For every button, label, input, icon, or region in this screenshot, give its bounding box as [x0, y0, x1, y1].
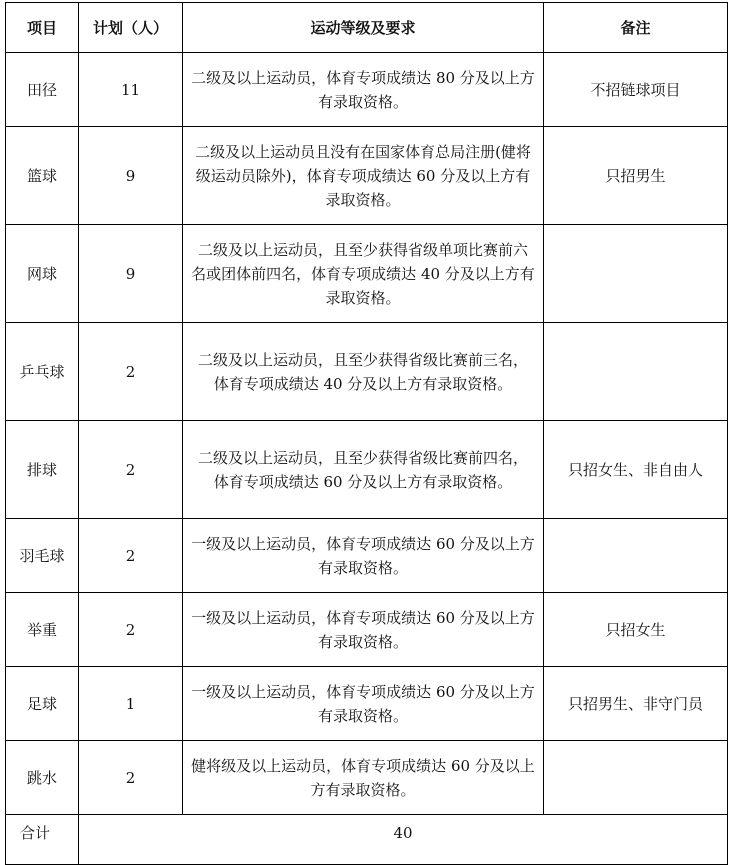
cell-project: 足球 — [6, 667, 79, 741]
cell-plan: 9 — [79, 127, 183, 225]
cell-requirement: 二级及以上运动员，且至少获得省级比赛前四名，体育专项成绩达 60 分及以上方有录取资格。 — [183, 421, 544, 519]
cell-remark: 只招女生、非自由人 — [544, 421, 728, 519]
cell-project: 篮球 — [6, 127, 79, 225]
table-row — [6, 593, 728, 667]
cell-project: 跳水 — [6, 741, 79, 815]
cell-project: 羽毛球 — [6, 519, 79, 593]
cell-plan: 11 — [79, 53, 183, 127]
table-header-row — [6, 3, 728, 53]
header-project: 项目 — [6, 3, 79, 53]
cell-remark: 只招男生 — [544, 127, 728, 225]
cell-requirement: 二级及以上运动员，且至少获得省级比赛前三名，体育专项成绩达 40 分及以上方有录取资格。 — [183, 323, 544, 421]
cell-remark — [544, 225, 728, 323]
table-row — [6, 127, 728, 225]
cell-project: 排球 — [6, 421, 79, 519]
table-row — [6, 741, 728, 815]
cell-plan: 2 — [79, 421, 183, 519]
cell-requirement: 二级及以上运动员且没有在国家体育总局注册(健将级运动员除外)，体育专项成绩达 60 分及以上方有录取资格。 — [183, 127, 544, 225]
cell-remark — [544, 519, 728, 593]
header-plan: 计划（人） — [79, 3, 183, 53]
table-row — [6, 667, 728, 741]
cell-project: 举重 — [6, 593, 79, 667]
footer-total: 40 — [79, 815, 728, 865]
cell-remark — [544, 323, 728, 421]
admission-plan-table — [5, 2, 728, 865]
cell-requirement: 一级及以上运动员，体育专项成绩达 60 分及以上方有录取资格。 — [183, 593, 544, 667]
cell-remark: 只招男生、非守门员 — [544, 667, 728, 741]
table-row — [6, 323, 728, 421]
cell-plan: 2 — [79, 741, 183, 815]
cell-project: 田径 — [6, 53, 79, 127]
cell-requirement: 二级及以上运动员，且至少获得省级单项比赛前六名或团体前四名，体育专项成绩达 40 分及以上方有录取资格。 — [183, 225, 544, 323]
cell-requirement: 一级及以上运动员，体育专项成绩达 60 分及以上方有录取资格。 — [183, 667, 544, 741]
cell-project: 乒乓球 — [6, 323, 79, 421]
cell-remark: 只招女生 — [544, 593, 728, 667]
cell-remark: 不招链球项目 — [544, 53, 728, 127]
cell-project: 网球 — [6, 225, 79, 323]
cell-plan: 1 — [79, 667, 183, 741]
cell-remark — [544, 741, 728, 815]
footer-label: 合计 — [6, 815, 79, 865]
cell-plan: 2 — [79, 323, 183, 421]
cell-requirement: 二级及以上运动员，体育专项成绩达 80 分及以上方有录取资格。 — [183, 53, 544, 127]
cell-plan: 9 — [79, 225, 183, 323]
table-footer-row — [6, 815, 728, 865]
cell-plan: 2 — [79, 593, 183, 667]
table-row — [6, 225, 728, 323]
table-row — [6, 53, 728, 127]
table-row — [6, 519, 728, 593]
cell-plan: 2 — [79, 519, 183, 593]
table-row — [6, 421, 728, 519]
header-requirement: 运动等级及要求 — [183, 3, 544, 53]
cell-requirement: 健将级及以上运动员，体育专项成绩达 60 分及以上方有录取资格。 — [183, 741, 544, 815]
cell-requirement: 一级及以上运动员，体育专项成绩达 60 分及以上方有录取资格。 — [183, 519, 544, 593]
header-remark: 备注 — [544, 3, 728, 53]
